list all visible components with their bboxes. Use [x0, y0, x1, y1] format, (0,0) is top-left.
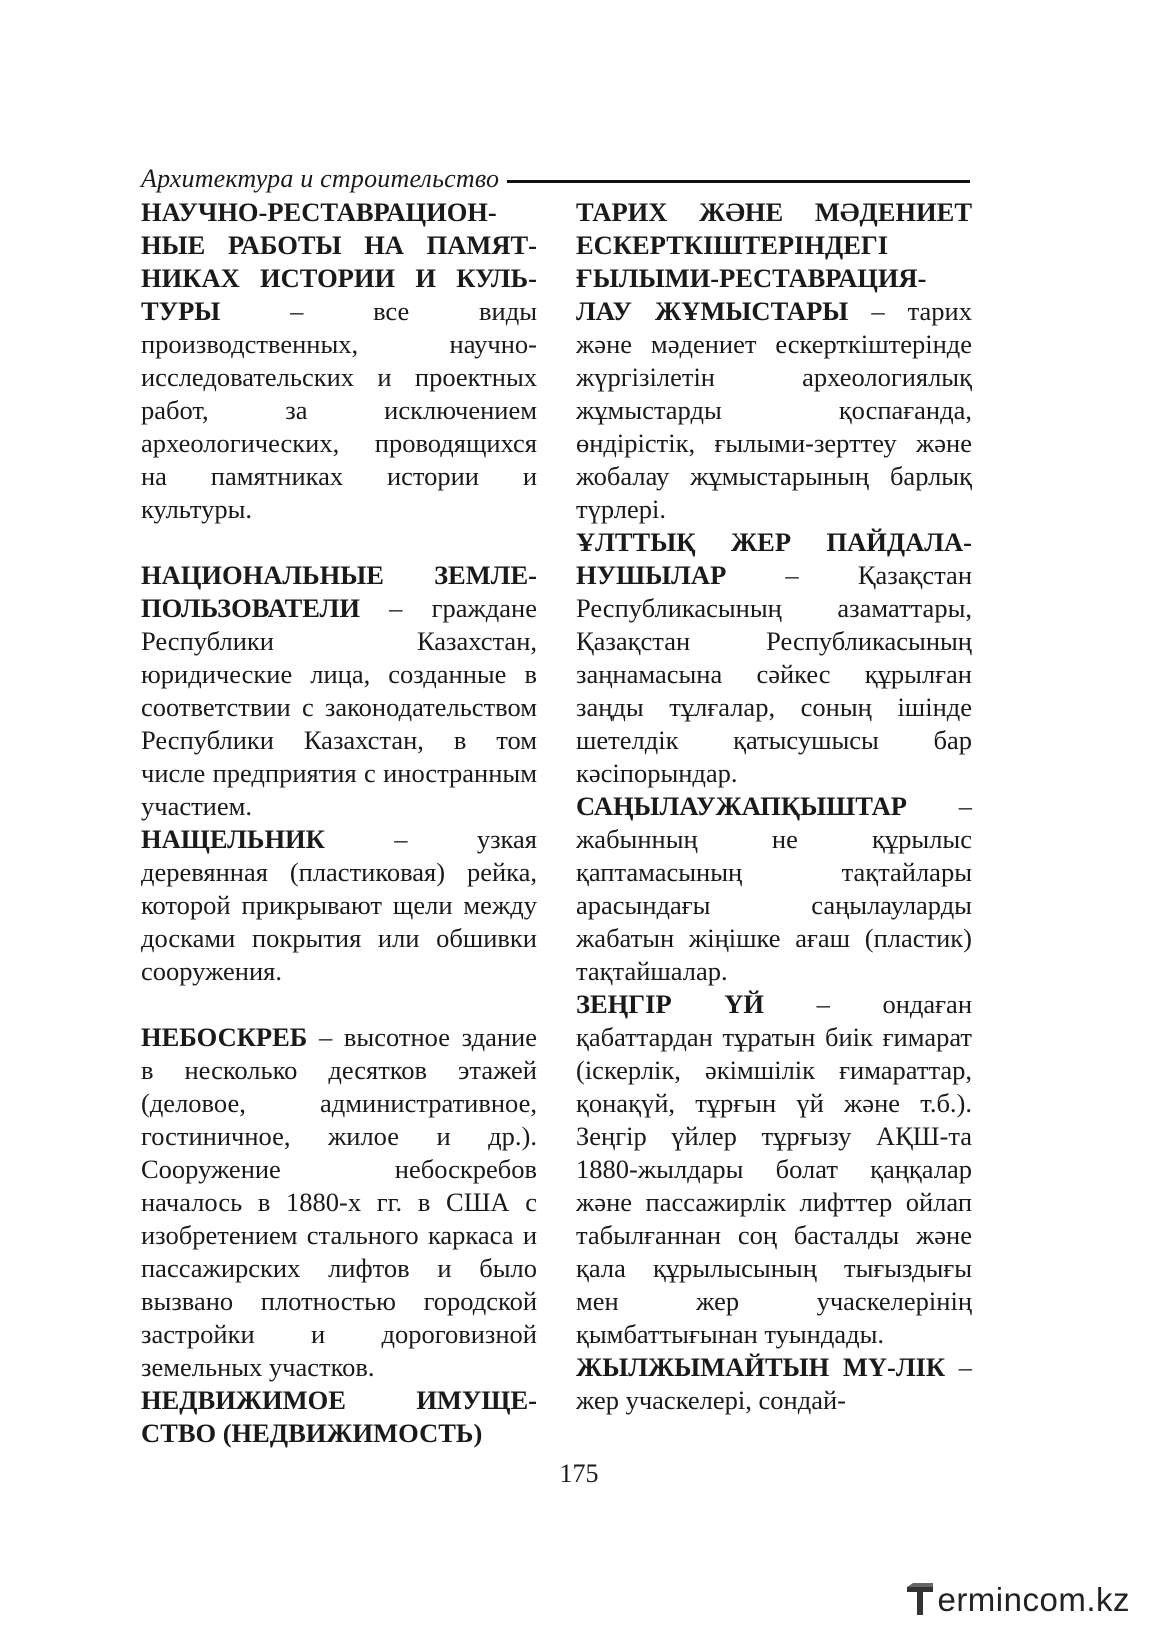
left-column — [141, 196, 537, 1450]
entry-definition: – ондаған қабаттардан тұратын биік ғимарат (іскерлік, әкімшілік ғимараттар, қонақүй, тұрғын үй және т.б.). Зеңгір үйлер тұрғызу АҚШ-та 1880-жылдары болат қаңқалар және пассажирлік лифттер ойлап табылғаннан соң басталды және қала құрылысының тығыздығы мен жер учаскелерінің қымбаттығынан туындады. — [576, 989, 972, 1349]
entry-term: НАУЧНО-РЕСТАВРАЦИОН-НЫЕ РАБОТЫ НА ПАМЯТ-НИКАХ ИСТОРИИ И КУЛЬ-ТУРЫ — [141, 197, 537, 326]
site-watermark — [905, 1578, 1130, 1622]
entry-term: НЕДВИЖИМОЕ ИМУЩЕ-СТВО (НЕДВИЖИМОСТЬ) — [141, 1385, 537, 1448]
entry-term: НАЩЕЛЬНИК — [141, 824, 325, 854]
entry-term: НАЦИОНАЛЬНЫЕ ЗЕМЛЕ-ПОЛЬЗОВАТЕЛИ — [141, 560, 537, 623]
dictionary-entry — [576, 790, 972, 988]
dictionary-entry — [141, 823, 537, 988]
entry-definition: – граждане Республики Казахстан, юридические лица, созданные в соответствии с законодательством Республики Казахстан, в том числе предприятия с иностранным участием. — [141, 593, 537, 821]
dictionary-entry — [576, 526, 972, 790]
dictionary-entry — [576, 196, 972, 526]
dictionary-entry — [141, 196, 537, 526]
watermark-text: ermincom.kz — [937, 1581, 1130, 1618]
section-title: Архитектура и строительство — [141, 164, 500, 193]
entry-definition: – Қазақстан Республикасының азаматтары, Қазақстан Республикасының заңнамасына сәйкес құрылған заңды тұлғалар, соның ішінде шетелдік қатысушысы бар кәсіпорындар. — [576, 560, 972, 788]
entry-term: ҰЛТТЫҚ ЖЕР ПАЙДАЛА-НУШЫЛАР — [576, 527, 972, 590]
running-header — [141, 161, 970, 197]
dictionary-entry — [576, 988, 972, 1351]
entry-definition: – все виды производственных, научно-исследовательских и проектных работ, за исключением археологических, проводящихся на памятниках истории и культуры. — [141, 296, 537, 524]
entry-definition: – высотное здание в несколько десятков этажей (деловое, административное, гостиничное, жилое и др.). Сооружение небоскребов началось в 1880-х гг. в США с изобретением стального каркаса и пассажирских лифтов и было вызвано плотностью городской застройки и дороговизной земельных участков. — [141, 1022, 537, 1382]
entry-term: ТАРИХ ЖӘНЕ МӘДЕНИЕТ ЕСКЕРТКІШТЕРІНДЕГІ ҒЫЛЫМИ-РЕСТАВРАЦИЯ-ЛАУ ЖҰМЫСТАРЫ — [576, 197, 972, 326]
dictionary-entry — [141, 1384, 537, 1450]
entry-term: ЗЕҢГІР ҮЙ — [576, 989, 765, 1019]
entry-definition: – жабынның не құрылыс қаптамасының тақтайлары арасындағы саңылауларды жабатын жіңішке ағаш (пластик) тақтайшалар. — [576, 791, 972, 986]
dictionary-entry — [141, 1021, 537, 1384]
dictionary-entry — [576, 1351, 972, 1417]
dictionary-entry — [141, 559, 537, 823]
page-number: 175 — [559, 1459, 599, 1488]
right-column — [576, 196, 972, 1417]
entry-definition: – жер учаскелері, сондай- — [576, 1352, 973, 1415]
entry-term: САҢЫЛАУЖАПҚЫШТАР — [576, 791, 907, 821]
entry-definition: – тарих және мәдениет ескерткіштерінде жүргізілетін археологиялық жұмыстарды қоспағанда, өндірістік, ғылыми-зерттеу және жобалау жұмыстарының барлық түрлері. — [576, 296, 972, 524]
entry-term: НЕБОСКРЕБ — [141, 1022, 308, 1052]
entry-definition: – узкая деревянная (пластиковая) рейка, которой прикрывают щели между досками покрытия или обшивки сооружения. — [141, 824, 537, 986]
header-rule — [507, 180, 970, 183]
entry-term: ЖЫЛЖЫМАЙТЫН МҮ-ЛІК — [576, 1352, 946, 1382]
termincom-logo-icon — [905, 1583, 935, 1617]
